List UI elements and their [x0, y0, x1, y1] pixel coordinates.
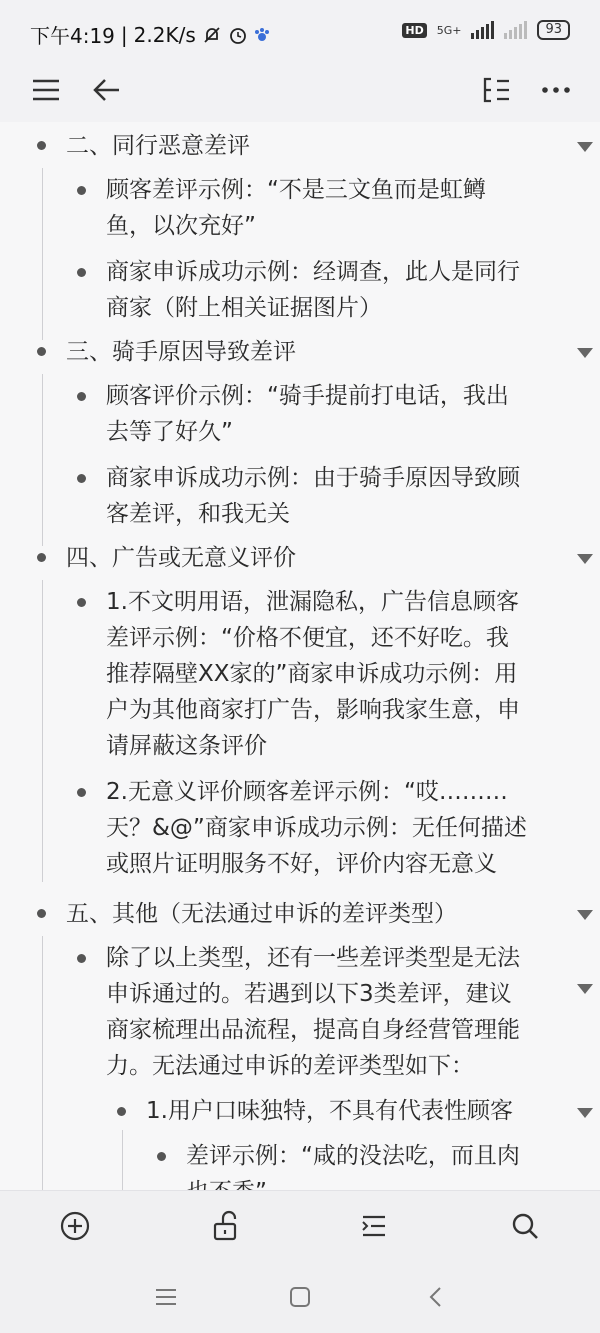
list-item-line: 鱼，以次充好” — [106, 213, 256, 239]
bullet — [37, 347, 46, 356]
bullet — [117, 1107, 126, 1116]
collapse-icon[interactable] — [577, 554, 593, 564]
list-item-line: 顾客差评示例：“不是三文鱼而是虹鳟 — [106, 177, 486, 203]
more-icon[interactable] — [534, 70, 578, 110]
mute-bell-icon — [202, 25, 222, 45]
bullet — [77, 474, 86, 483]
bullet — [77, 788, 86, 797]
list-item-line: 推荐隔壁XX家的”商家申诉成功示例：用 — [106, 661, 518, 687]
status-right — [402, 20, 570, 40]
list-item-line: 差评示例：“价格不便宜，还不好吃。我 — [106, 625, 509, 651]
search-icon[interactable] — [505, 1206, 545, 1246]
bullet — [77, 186, 86, 195]
back-arrow-icon[interactable] — [86, 70, 126, 110]
bottom-toolbar — [0, 1190, 600, 1261]
collapse-icon[interactable] — [577, 348, 593, 358]
collapse-icon[interactable] — [577, 984, 593, 994]
section-heading: 二、同行恶意差评 — [66, 133, 250, 159]
list-item-line: 力。无法通过申诉的差评类型如下： — [106, 1053, 474, 1079]
list-item-line: 天？&@”商家申诉成功示例：无任何描述 — [106, 815, 527, 841]
sub-sub-item-line: 差评示例：“咸的没法吃，而且肉 — [186, 1143, 520, 1169]
top-app-bar — [0, 60, 600, 122]
paw-icon — [254, 27, 270, 43]
guide-line — [122, 1130, 123, 1196]
guide-line — [42, 936, 43, 1196]
unlock-icon[interactable] — [206, 1206, 246, 1246]
collapse-icon[interactable] — [577, 910, 593, 920]
section-heading: 五、其他（无法通过申诉的差评类型） — [66, 901, 457, 927]
status-time: 下午4:19 — [30, 24, 115, 48]
menu-icon[interactable] — [26, 70, 66, 110]
format-list-icon[interactable] — [354, 1206, 394, 1246]
list-item-line: 或照片证明服务不好，评价内容无意义 — [106, 851, 497, 877]
bullet — [37, 141, 46, 150]
collapse-icon[interactable] — [577, 142, 593, 152]
status-left: 下午4:19 | 2.2K/s — [30, 20, 270, 49]
list-item-line: 申诉通过的。若遇到以下3类差评，建议 — [106, 981, 512, 1007]
section-heading: 四、广告或无意义评价 — [66, 545, 296, 571]
list-item-line: 除了以上类型，还有一些差评类型是无法 — [106, 945, 520, 971]
battery-icon: 93 — [537, 20, 570, 40]
bullet — [77, 268, 86, 277]
list-item-line: 商家申诉成功示例：经调查，此人是同行 — [106, 259, 520, 285]
guide-line — [42, 374, 43, 546]
bullet — [77, 392, 86, 401]
status-speed: 2.2K/s — [133, 22, 196, 47]
add-circle-icon[interactable] — [55, 1206, 95, 1246]
list-item-line: 客差评，和我无关 — [106, 501, 290, 527]
bullet — [37, 909, 46, 918]
alarm-icon — [228, 25, 248, 45]
list-item-line: 商家申诉成功示例：由于骑手原因导致顾 — [106, 465, 520, 491]
nav-back-icon[interactable] — [416, 1282, 456, 1312]
collapse-icon[interactable] — [577, 1108, 593, 1118]
sub-item-line: 1.用户口味独特，不具有代表性顾客 — [146, 1098, 513, 1124]
bullet — [77, 954, 86, 963]
outline-icon[interactable] — [474, 70, 518, 110]
list-item-line: 1.不文明用语，泄漏隐私，广告信息顾客 — [106, 589, 519, 615]
bullet — [37, 553, 46, 562]
signal-2-icon — [504, 21, 527, 39]
hd-badge: HD — [402, 23, 426, 38]
system-nav-bar — [0, 1260, 600, 1333]
bullet — [77, 598, 86, 607]
list-item-line: 请屏蔽这条评价 — [106, 733, 267, 759]
guide-line — [42, 168, 43, 340]
document-content[interactable] — [0, 122, 600, 1190]
list-item-line: 顾客评价示例：“骑手提前打电话，我出 — [106, 383, 509, 409]
nav-menu-icon[interactable] — [146, 1282, 186, 1312]
list-item-line: 去等了好久” — [106, 419, 233, 445]
nav-home-icon[interactable] — [280, 1282, 320, 1312]
list-item-line: 商家（附上相关证据图片） — [106, 295, 382, 321]
list-item-line: 2.无意义评价顾客差评示例：“哎……… — [106, 779, 508, 805]
list-item-line: 户为其他商家打广告，影响我家生意，申 — [106, 697, 520, 723]
guide-line — [42, 580, 43, 882]
signal-icon — [471, 21, 494, 39]
network-type: 5G+ — [436, 23, 462, 37]
list-item-line: 商家梳理出品流程，提高自身经营管理能 — [106, 1017, 520, 1043]
bullet — [157, 1152, 166, 1161]
section-heading: 三、骑手原因导致差评 — [66, 339, 296, 365]
